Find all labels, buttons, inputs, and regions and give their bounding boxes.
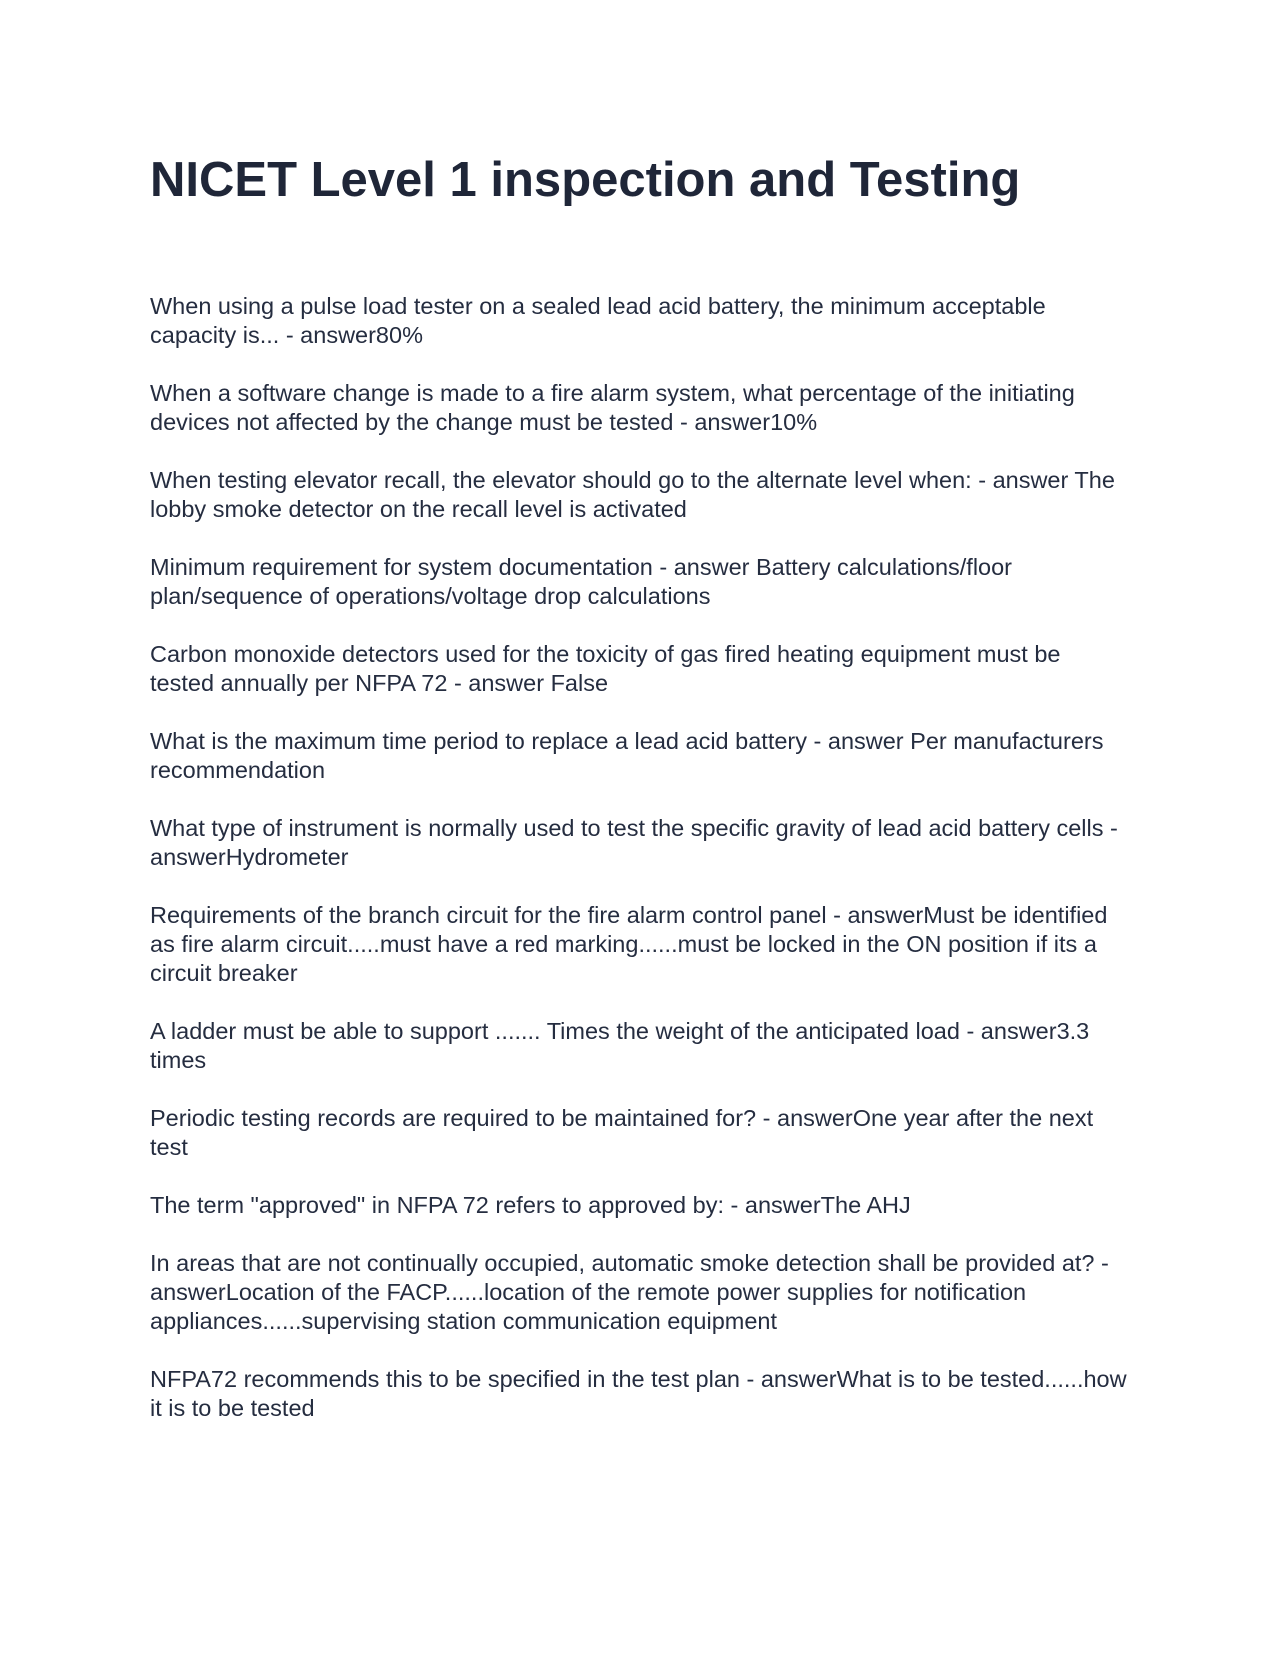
qa-item: When a software change is made to a fire alarm system, what percentage of the initiating devices not affected by the change must be tested - answer10%: [150, 380, 1075, 435]
qa-item: Periodic testing records are required to be maintained for? - answerOne year after the next test: [150, 1105, 1094, 1160]
qa-item: Carbon monoxide detectors used for the toxicity of gas fired heating equipment must be tested annually per NFPA 72 - answer False: [150, 641, 1061, 696]
qa-item: The term "approved" in NFPA 72 refers to approved by: - answerThe AHJ: [150, 1192, 911, 1218]
document-title: NICET Level 1 inspection and Testing: [150, 153, 1021, 207]
qa-item: What type of instrument is normally used to test the specific gravity of lead acid battery cells - answerHydrometer: [150, 815, 1118, 870]
qa-item: A ladder must be able to support ....... Times the weight of the anticipated load - answer3.3 times: [150, 1018, 1090, 1073]
qa-item: NFPA72 recommends this to be specified in the test plan - answerWhat is to be tested......how it is to be tested: [150, 1366, 1127, 1421]
qa-item: When testing elevator recall, the elevator should go to the alternate level when: - answer The lobby smoke detector on the recall level is activated: [150, 467, 1115, 522]
qa-list: [150, 292, 1130, 1452]
qa-item: What is the maximum time period to replace a lead acid battery - answer Per manufacturers recommendation: [150, 728, 1104, 783]
qa-item: When using a pulse load tester on a sealed lead acid battery, the minimum acceptable capacity is... - answer80%: [150, 293, 1046, 348]
qa-item: Requirements of the branch circuit for the fire alarm control panel - answerMust be identified as fire alarm circuit.....must have a red marking......must be locked in the ON position if its a circuit breaker: [150, 902, 1108, 986]
qa-item: Minimum requirement for system documentation - answer Battery calculations/floor plan/sequence of operations/voltage drop calculations: [150, 554, 1013, 609]
qa-item: In areas that are not continually occupied, automatic smoke detection shall be provided at? - answerLocation of the FACP......location of the remote power supplies for notification appliances......supervising station communication equipment: [150, 1250, 1109, 1334]
